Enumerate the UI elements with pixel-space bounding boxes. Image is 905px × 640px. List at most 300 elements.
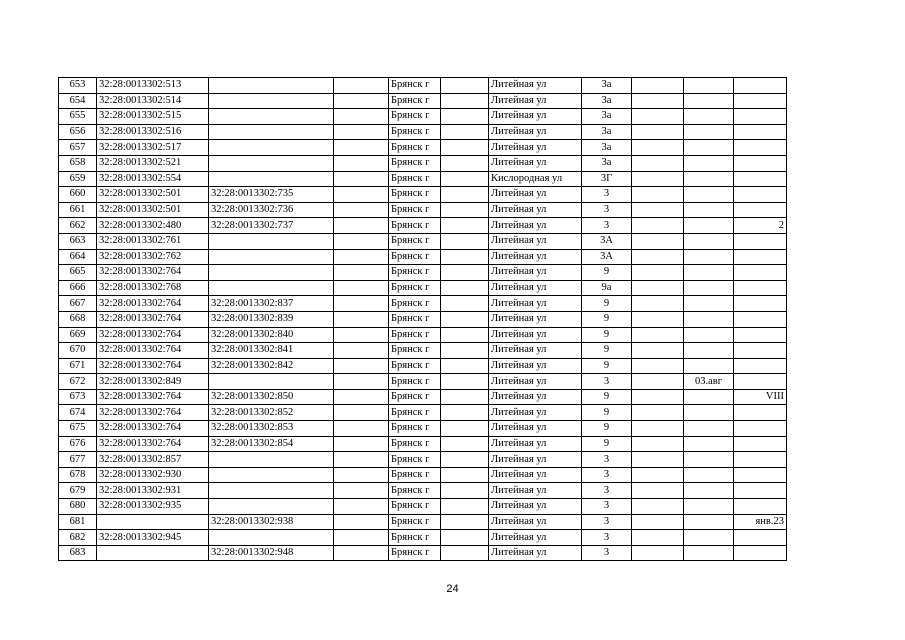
extra-cell xyxy=(684,124,734,140)
blank-cell xyxy=(334,452,389,468)
linked-cadastral-number-cell: 32:28:0013302:853 xyxy=(209,421,334,437)
blank-cell xyxy=(441,327,489,343)
linked-cadastral-number-cell xyxy=(209,140,334,156)
blank-cell xyxy=(632,202,684,218)
linked-cadastral-number-cell: 32:28:0013302:841 xyxy=(209,343,334,359)
house-number-cell: 3 xyxy=(582,483,632,499)
row-number-cell: 680 xyxy=(59,499,97,515)
house-number-cell: 3 xyxy=(582,467,632,483)
blank-cell xyxy=(441,155,489,171)
city-cell: Брянск г xyxy=(389,93,441,109)
house-number-cell: 3а xyxy=(582,93,632,109)
cadastral-number-cell: 32:28:0013302:521 xyxy=(97,155,209,171)
table-row xyxy=(59,483,787,499)
blank-cell xyxy=(441,187,489,203)
street-cell: Литейная ул xyxy=(489,155,582,171)
linked-cadastral-number-cell: 32:28:0013302:735 xyxy=(209,187,334,203)
extra-cell xyxy=(734,374,787,390)
extra-cell xyxy=(684,483,734,499)
city-cell: Брянск г xyxy=(389,140,441,156)
cadastral-number-cell: 32:28:0013302:554 xyxy=(97,171,209,187)
linked-cadastral-number-cell: 32:28:0013302:840 xyxy=(209,327,334,343)
row-number-cell: 656 xyxy=(59,124,97,140)
house-number-cell: 3 xyxy=(582,187,632,203)
blank-cell xyxy=(632,436,684,452)
blank-cell xyxy=(441,530,489,546)
extra-cell xyxy=(684,296,734,312)
linked-cadastral-number-cell xyxy=(209,249,334,265)
row-number-cell: 672 xyxy=(59,374,97,390)
blank-cell xyxy=(632,109,684,125)
blank-cell xyxy=(334,155,389,171)
table-row xyxy=(59,311,787,327)
blank-cell xyxy=(441,389,489,405)
house-number-cell: 9 xyxy=(582,311,632,327)
blank-cell xyxy=(441,140,489,156)
blank-cell xyxy=(632,327,684,343)
street-cell: Литейная ул xyxy=(489,202,582,218)
blank-cell xyxy=(441,124,489,140)
row-number-cell: 671 xyxy=(59,358,97,374)
extra-cell xyxy=(734,109,787,125)
street-cell: Литейная ул xyxy=(489,358,582,374)
extra-cell xyxy=(734,233,787,249)
blank-cell xyxy=(632,483,684,499)
street-cell: Литейная ул xyxy=(489,249,582,265)
extra-cell xyxy=(684,140,734,156)
cadastral-number-cell: 32:28:0013302:764 xyxy=(97,405,209,421)
row-number-cell: 668 xyxy=(59,311,97,327)
cadastral-number-cell: 32:28:0013302:764 xyxy=(97,421,209,437)
cadastral-number-cell: 32:28:0013302:516 xyxy=(97,124,209,140)
blank-cell xyxy=(334,311,389,327)
blank-cell xyxy=(632,311,684,327)
row-number-cell: 655 xyxy=(59,109,97,125)
extra-cell xyxy=(684,187,734,203)
extra-cell xyxy=(684,545,734,561)
extra-cell xyxy=(684,109,734,125)
extra-cell: VIII xyxy=(734,389,787,405)
linked-cadastral-number-cell xyxy=(209,452,334,468)
house-number-cell: 9 xyxy=(582,405,632,421)
blank-cell xyxy=(632,155,684,171)
cadastral-number-cell: 32:28:0013302:764 xyxy=(97,436,209,452)
extra-cell xyxy=(684,421,734,437)
extra-cell xyxy=(734,421,787,437)
extra-cell xyxy=(734,452,787,468)
street-cell: Литейная ул xyxy=(489,343,582,359)
extra-cell xyxy=(734,499,787,515)
row-number-cell: 663 xyxy=(59,233,97,249)
row-number-cell: 662 xyxy=(59,218,97,234)
table-row xyxy=(59,187,787,203)
row-number-cell: 653 xyxy=(59,78,97,94)
table-row xyxy=(59,421,787,437)
blank-cell xyxy=(632,233,684,249)
extra-cell xyxy=(684,530,734,546)
extra-cell xyxy=(734,202,787,218)
house-number-cell: 3а xyxy=(582,140,632,156)
street-cell: Литейная ул xyxy=(489,545,582,561)
blank-cell xyxy=(441,405,489,421)
blank-cell xyxy=(632,78,684,94)
extra-cell xyxy=(684,467,734,483)
city-cell: Брянск г xyxy=(389,514,441,530)
registry-table xyxy=(58,77,787,561)
blank-cell xyxy=(441,483,489,499)
house-number-cell: 3 xyxy=(582,514,632,530)
blank-cell xyxy=(334,499,389,515)
extra-cell: 03.авг xyxy=(684,374,734,390)
linked-cadastral-number-cell xyxy=(209,483,334,499)
cadastral-number-cell: 32:28:0013302:761 xyxy=(97,233,209,249)
extra-cell xyxy=(684,171,734,187)
blank-cell xyxy=(441,93,489,109)
table-row xyxy=(59,109,787,125)
cadastral-number-cell: 32:28:0013302:931 xyxy=(97,483,209,499)
blank-cell xyxy=(334,124,389,140)
city-cell: Брянск г xyxy=(389,389,441,405)
street-cell: Литейная ул xyxy=(489,140,582,156)
linked-cadastral-number-cell xyxy=(209,280,334,296)
blank-cell xyxy=(441,436,489,452)
extra-cell xyxy=(734,311,787,327)
table-row xyxy=(59,467,787,483)
blank-cell xyxy=(632,499,684,515)
blank-cell xyxy=(632,171,684,187)
row-number-cell: 667 xyxy=(59,296,97,312)
house-number-cell: 9а xyxy=(582,280,632,296)
house-number-cell: 3а xyxy=(582,124,632,140)
row-number-cell: 676 xyxy=(59,436,97,452)
street-cell: Литейная ул xyxy=(489,483,582,499)
row-number-cell: 654 xyxy=(59,93,97,109)
blank-cell xyxy=(441,202,489,218)
street-cell: Литейная ул xyxy=(489,311,582,327)
street-cell: Кислородная ул xyxy=(489,171,582,187)
blank-cell xyxy=(632,218,684,234)
linked-cadastral-number-cell xyxy=(209,233,334,249)
row-number-cell: 683 xyxy=(59,545,97,561)
house-number-cell: 3а xyxy=(582,155,632,171)
blank-cell xyxy=(441,109,489,125)
extra-cell xyxy=(684,389,734,405)
linked-cadastral-number-cell xyxy=(209,124,334,140)
blank-cell xyxy=(334,187,389,203)
row-number-cell: 661 xyxy=(59,202,97,218)
extra-cell xyxy=(684,358,734,374)
cadastral-number-cell: 32:28:0013302:501 xyxy=(97,187,209,203)
blank-cell xyxy=(334,296,389,312)
blank-cell xyxy=(632,343,684,359)
extra-cell xyxy=(684,249,734,265)
city-cell: Брянск г xyxy=(389,545,441,561)
blank-cell xyxy=(441,78,489,94)
street-cell: Литейная ул xyxy=(489,467,582,483)
blank-cell xyxy=(334,249,389,265)
table-row xyxy=(59,452,787,468)
street-cell: Литейная ул xyxy=(489,530,582,546)
extra-cell xyxy=(684,202,734,218)
blank-cell xyxy=(441,343,489,359)
city-cell: Брянск г xyxy=(389,155,441,171)
blank-cell xyxy=(334,280,389,296)
extra-cell xyxy=(684,436,734,452)
cadastral-number-cell: 32:28:0013302:764 xyxy=(97,327,209,343)
table-row xyxy=(59,545,787,561)
house-number-cell: 3А xyxy=(582,233,632,249)
linked-cadastral-number-cell xyxy=(209,109,334,125)
blank-cell xyxy=(632,187,684,203)
blank-cell xyxy=(334,202,389,218)
cadastral-number-cell: 32:28:0013302:501 xyxy=(97,202,209,218)
row-number-cell: 681 xyxy=(59,514,97,530)
blank-cell xyxy=(441,233,489,249)
cadastral-number-cell xyxy=(97,545,209,561)
linked-cadastral-number-cell: 32:28:0013302:837 xyxy=(209,296,334,312)
extra-cell xyxy=(684,233,734,249)
extra-cell xyxy=(734,530,787,546)
blank-cell xyxy=(632,389,684,405)
blank-cell xyxy=(334,109,389,125)
blank-cell xyxy=(632,421,684,437)
table-row xyxy=(59,343,787,359)
row-number-cell: 669 xyxy=(59,327,97,343)
street-cell: Литейная ул xyxy=(489,327,582,343)
cadastral-number-cell: 32:28:0013302:945 xyxy=(97,530,209,546)
city-cell: Брянск г xyxy=(389,187,441,203)
row-number-cell: 657 xyxy=(59,140,97,156)
extra-cell: янв.23 xyxy=(734,514,787,530)
street-cell: Литейная ул xyxy=(489,233,582,249)
blank-cell xyxy=(334,343,389,359)
extra-cell: 2 xyxy=(734,218,787,234)
extra-cell xyxy=(684,405,734,421)
street-cell: Литейная ул xyxy=(489,109,582,125)
street-cell: Литейная ул xyxy=(489,499,582,515)
extra-cell xyxy=(734,93,787,109)
extra-cell xyxy=(684,93,734,109)
city-cell: Брянск г xyxy=(389,311,441,327)
linked-cadastral-number-cell xyxy=(209,374,334,390)
table-row xyxy=(59,514,787,530)
table-row xyxy=(59,405,787,421)
row-number-cell: 658 xyxy=(59,155,97,171)
extra-cell xyxy=(734,265,787,281)
blank-cell xyxy=(441,218,489,234)
house-number-cell: 3 xyxy=(582,218,632,234)
blank-cell xyxy=(334,545,389,561)
linked-cadastral-number-cell xyxy=(209,499,334,515)
cadastral-number-cell: 32:28:0013302:764 xyxy=(97,343,209,359)
cadastral-number-cell: 32:28:0013302:764 xyxy=(97,311,209,327)
table-row xyxy=(59,499,787,515)
extra-cell xyxy=(684,514,734,530)
house-number-cell: 3 xyxy=(582,202,632,218)
blank-cell xyxy=(441,514,489,530)
street-cell: Литейная ул xyxy=(489,218,582,234)
street-cell: Литейная ул xyxy=(489,389,582,405)
house-number-cell: 9 xyxy=(582,327,632,343)
table-row xyxy=(59,78,787,94)
blank-cell xyxy=(441,265,489,281)
table-row xyxy=(59,530,787,546)
extra-cell xyxy=(734,405,787,421)
blank-cell xyxy=(632,140,684,156)
cadastral-number-cell: 32:28:0013302:849 xyxy=(97,374,209,390)
city-cell: Брянск г xyxy=(389,499,441,515)
registry-table-body xyxy=(59,78,787,561)
row-number-cell: 682 xyxy=(59,530,97,546)
blank-cell xyxy=(441,421,489,437)
extra-cell xyxy=(734,78,787,94)
city-cell: Брянск г xyxy=(389,467,441,483)
table-row xyxy=(59,218,787,234)
row-number-cell: 665 xyxy=(59,265,97,281)
cadastral-number-cell: 32:28:0013302:857 xyxy=(97,452,209,468)
linked-cadastral-number-cell xyxy=(209,93,334,109)
street-cell: Литейная ул xyxy=(489,93,582,109)
linked-cadastral-number-cell: 32:28:0013302:839 xyxy=(209,311,334,327)
street-cell: Литейная ул xyxy=(489,78,582,94)
city-cell: Брянск г xyxy=(389,374,441,390)
cadastral-number-cell: 32:28:0013302:514 xyxy=(97,93,209,109)
house-number-cell: 3 xyxy=(582,530,632,546)
table-row xyxy=(59,155,787,171)
cadastral-number-cell: 32:28:0013302:515 xyxy=(97,109,209,125)
city-cell: Брянск г xyxy=(389,233,441,249)
house-number-cell: 3Г xyxy=(582,171,632,187)
blank-cell xyxy=(632,296,684,312)
house-number-cell: 9 xyxy=(582,389,632,405)
blank-cell xyxy=(632,265,684,281)
house-number-cell: 9 xyxy=(582,421,632,437)
extra-cell xyxy=(684,499,734,515)
blank-cell xyxy=(632,514,684,530)
blank-cell xyxy=(334,467,389,483)
blank-cell xyxy=(334,93,389,109)
linked-cadastral-number-cell: 32:28:0013302:852 xyxy=(209,405,334,421)
blank-cell xyxy=(441,358,489,374)
blank-cell xyxy=(441,467,489,483)
blank-cell xyxy=(441,249,489,265)
table-row xyxy=(59,233,787,249)
extra-cell xyxy=(684,155,734,171)
city-cell: Брянск г xyxy=(389,405,441,421)
city-cell: Брянск г xyxy=(389,296,441,312)
extra-cell xyxy=(734,296,787,312)
row-number-cell: 664 xyxy=(59,249,97,265)
street-cell: Литейная ул xyxy=(489,265,582,281)
linked-cadastral-number-cell xyxy=(209,265,334,281)
blank-cell xyxy=(334,405,389,421)
city-cell: Брянск г xyxy=(389,358,441,374)
blank-cell xyxy=(441,311,489,327)
cadastral-number-cell: 32:28:0013302:764 xyxy=(97,389,209,405)
street-cell: Литейная ул xyxy=(489,280,582,296)
extra-cell xyxy=(684,452,734,468)
table-row xyxy=(59,202,787,218)
city-cell: Брянск г xyxy=(389,78,441,94)
blank-cell xyxy=(632,249,684,265)
linked-cadastral-number-cell: 32:28:0013302:850 xyxy=(209,389,334,405)
extra-cell xyxy=(734,249,787,265)
house-number-cell: 3 xyxy=(582,452,632,468)
extra-cell xyxy=(734,436,787,452)
city-cell: Брянск г xyxy=(389,452,441,468)
city-cell: Брянск г xyxy=(389,483,441,499)
blank-cell xyxy=(334,421,389,437)
linked-cadastral-number-cell xyxy=(209,171,334,187)
extra-cell xyxy=(734,358,787,374)
row-number-cell: 659 xyxy=(59,171,97,187)
cadastral-number-cell: 32:28:0013302:930 xyxy=(97,467,209,483)
blank-cell xyxy=(632,467,684,483)
blank-cell xyxy=(334,374,389,390)
city-cell: Брянск г xyxy=(389,265,441,281)
row-number-cell: 675 xyxy=(59,421,97,437)
cadastral-number-cell: 32:28:0013302:764 xyxy=(97,358,209,374)
cadastral-number-cell: 32:28:0013302:480 xyxy=(97,218,209,234)
cadastral-number-cell: 32:28:0013302:517 xyxy=(97,140,209,156)
table-row xyxy=(59,327,787,343)
blank-cell xyxy=(334,233,389,249)
cadastral-number-cell: 32:28:0013302:764 xyxy=(97,265,209,281)
linked-cadastral-number-cell xyxy=(209,78,334,94)
extra-cell xyxy=(684,78,734,94)
blank-cell xyxy=(441,374,489,390)
extra-cell xyxy=(734,545,787,561)
extra-cell xyxy=(684,265,734,281)
city-cell: Брянск г xyxy=(389,327,441,343)
blank-cell xyxy=(334,530,389,546)
city-cell: Брянск г xyxy=(389,249,441,265)
blank-cell xyxy=(632,93,684,109)
extra-cell xyxy=(684,327,734,343)
table-row xyxy=(59,93,787,109)
house-number-cell: 9 xyxy=(582,343,632,359)
street-cell: Литейная ул xyxy=(489,187,582,203)
house-number-cell: 9 xyxy=(582,358,632,374)
extra-cell xyxy=(734,280,787,296)
house-number-cell: 3 xyxy=(582,374,632,390)
blank-cell xyxy=(441,296,489,312)
house-number-cell: 3а xyxy=(582,78,632,94)
blank-cell xyxy=(334,358,389,374)
row-number-cell: 677 xyxy=(59,452,97,468)
blank-cell xyxy=(334,140,389,156)
city-cell: Брянск г xyxy=(389,124,441,140)
blank-cell xyxy=(334,218,389,234)
linked-cadastral-number-cell: 32:28:0013302:842 xyxy=(209,358,334,374)
street-cell: Литейная ул xyxy=(489,374,582,390)
blank-cell xyxy=(632,530,684,546)
extra-cell xyxy=(734,171,787,187)
extra-cell xyxy=(734,483,787,499)
linked-cadastral-number-cell xyxy=(209,530,334,546)
house-number-cell: 3 xyxy=(582,499,632,515)
blank-cell xyxy=(334,265,389,281)
table-row xyxy=(59,249,787,265)
blank-cell xyxy=(632,545,684,561)
blank-cell xyxy=(441,452,489,468)
blank-cell xyxy=(334,389,389,405)
table-row xyxy=(59,296,787,312)
house-number-cell: 3 xyxy=(582,545,632,561)
street-cell: Литейная ул xyxy=(489,405,582,421)
linked-cadastral-number-cell: 32:28:0013302:854 xyxy=(209,436,334,452)
cadastral-number-cell xyxy=(97,514,209,530)
